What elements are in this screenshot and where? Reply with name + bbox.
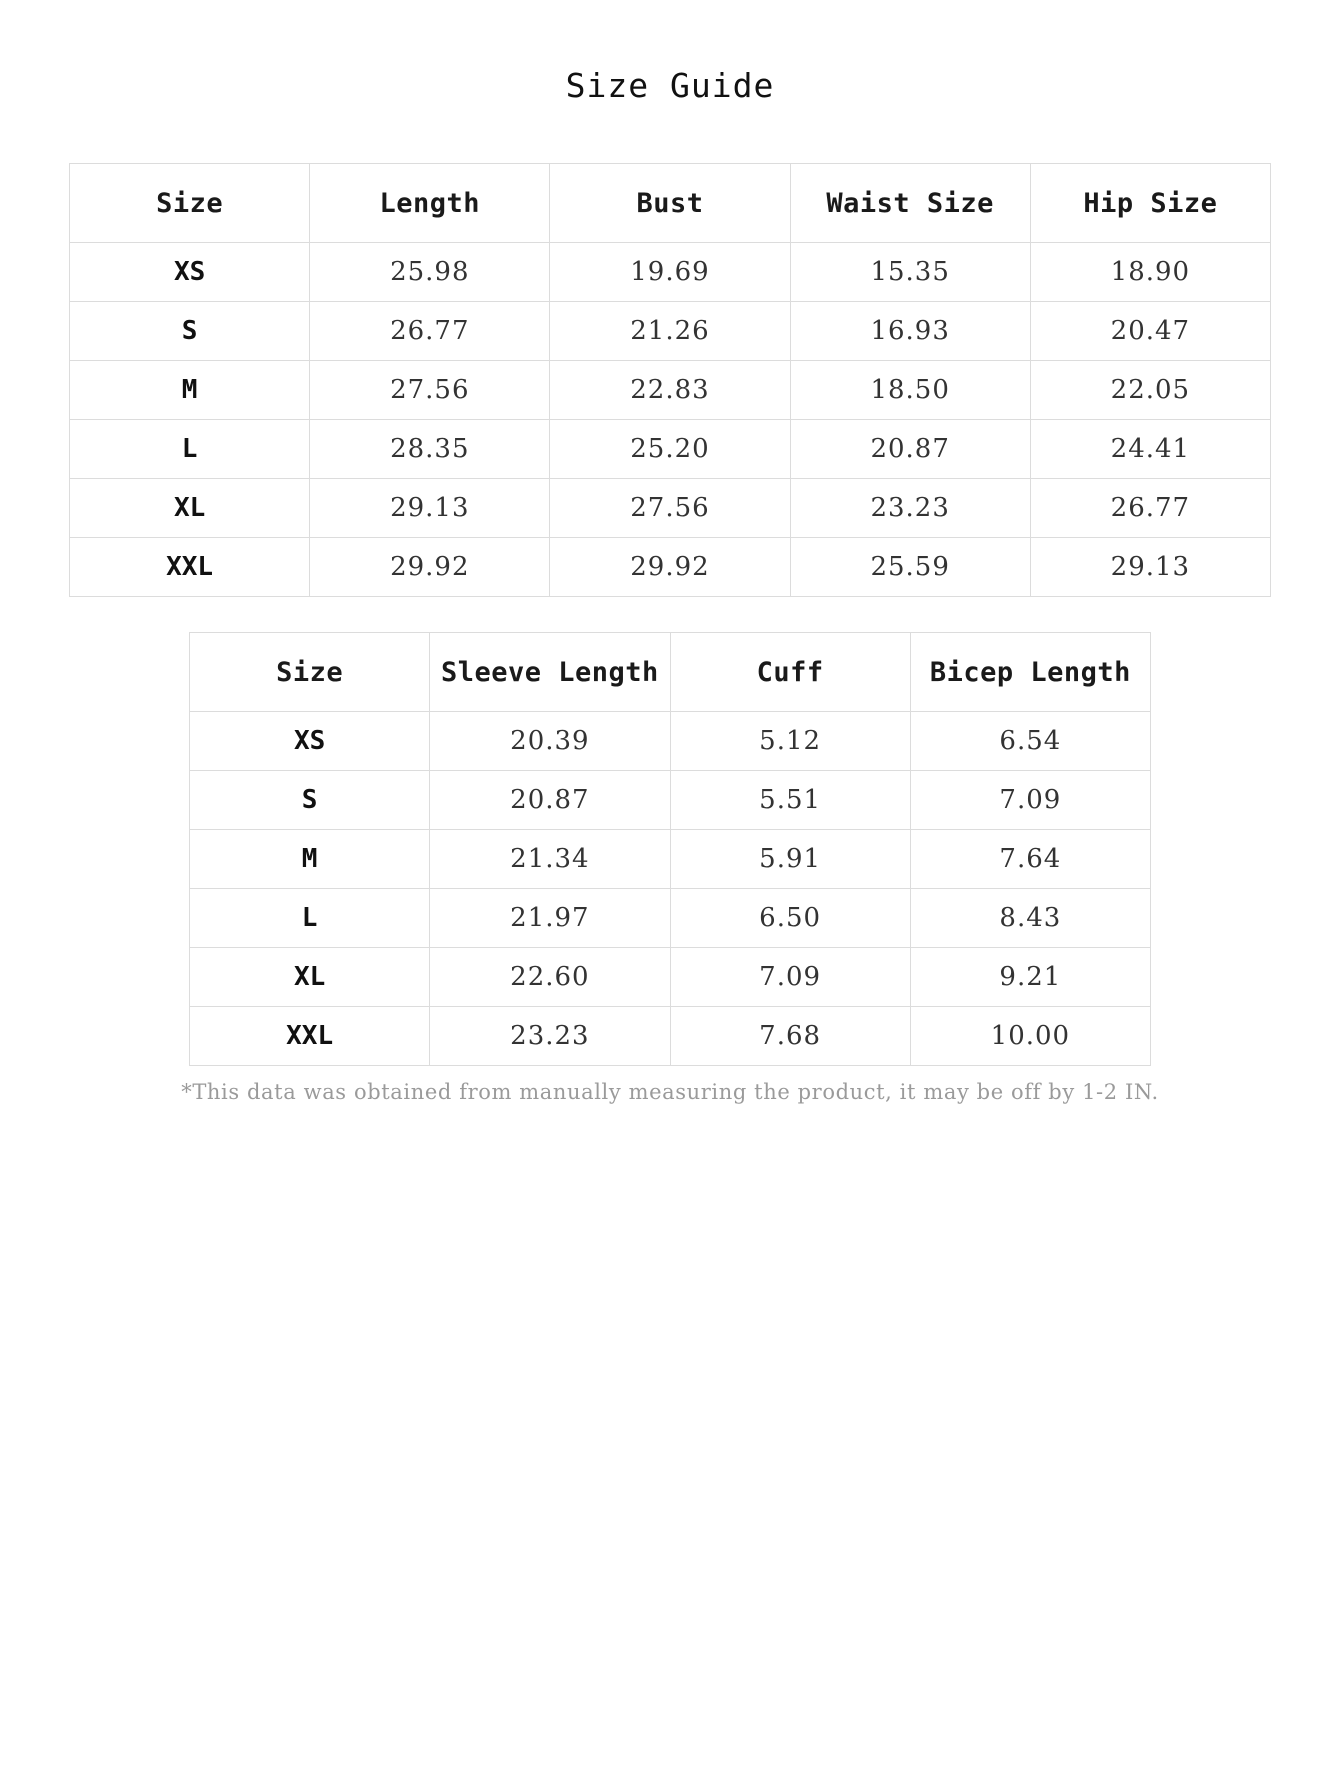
- table-row: [70, 243, 1271, 302]
- hip-cell: 29.13: [1030, 538, 1270, 597]
- column-header-length: Length: [310, 164, 550, 243]
- size-cell: M: [70, 361, 310, 420]
- column-header-sleeve-length: Sleeve Length: [430, 633, 670, 712]
- cuff-cell: 5.12: [670, 712, 910, 771]
- size-cell: XL: [70, 479, 310, 538]
- length-cell: 27.56: [310, 361, 550, 420]
- bicep-length-cell: 9.21: [910, 948, 1150, 1007]
- bicep-length-cell: 7.09: [910, 771, 1150, 830]
- cuff-cell: 5.51: [670, 771, 910, 830]
- waist-cell: 23.23: [790, 479, 1030, 538]
- bicep-length-cell: 7.64: [910, 830, 1150, 889]
- hip-cell: 22.05: [1030, 361, 1270, 420]
- waist-cell: 18.50: [790, 361, 1030, 420]
- bust-cell: 29.92: [550, 538, 790, 597]
- waist-cell: 20.87: [790, 420, 1030, 479]
- waist-cell: 16.93: [790, 302, 1030, 361]
- table-row: [70, 479, 1271, 538]
- table-header-row: [70, 164, 1271, 243]
- bicep-length-cell: 8.43: [910, 889, 1150, 948]
- table-row: [70, 302, 1271, 361]
- size-cell: XS: [190, 712, 430, 771]
- column-header-size: Size: [70, 164, 310, 243]
- bust-cell: 21.26: [550, 302, 790, 361]
- hip-cell: 20.47: [1030, 302, 1270, 361]
- size-cell: XL: [190, 948, 430, 1007]
- bust-cell: 22.83: [550, 361, 790, 420]
- column-header-hip-size: Hip Size: [1030, 164, 1270, 243]
- waist-cell: 15.35: [790, 243, 1030, 302]
- size-cell: L: [70, 420, 310, 479]
- bust-cell: 19.69: [550, 243, 790, 302]
- cuff-cell: 7.09: [670, 948, 910, 1007]
- bicep-length-cell: 10.00: [910, 1007, 1150, 1066]
- waist-cell: 25.59: [790, 538, 1030, 597]
- length-cell: 28.35: [310, 420, 550, 479]
- sleeve-length-cell: 21.34: [430, 830, 670, 889]
- table-row: [190, 771, 1151, 830]
- size-cell: S: [70, 302, 310, 361]
- table-row: [70, 538, 1271, 597]
- column-header-waist-size: Waist Size: [790, 164, 1030, 243]
- length-cell: 29.92: [310, 538, 550, 597]
- bust-cell: 25.20: [550, 420, 790, 479]
- bicep-length-cell: 6.54: [910, 712, 1150, 771]
- size-cell: S: [190, 771, 430, 830]
- length-cell: 29.13: [310, 479, 550, 538]
- sleeve-length-cell: 20.87: [430, 771, 670, 830]
- table-row: [190, 1007, 1151, 1066]
- table-row: [70, 361, 1271, 420]
- length-cell: 26.77: [310, 302, 550, 361]
- hip-cell: 18.90: [1030, 243, 1270, 302]
- size-cell: L: [190, 889, 430, 948]
- cuff-cell: 5.91: [670, 830, 910, 889]
- table-row: [190, 830, 1151, 889]
- measurement-disclaimer: *This data was obtained from manually measuring the product, it may be off by 1-2 IN.: [181, 1080, 1159, 1104]
- size-cell: XXL: [190, 1007, 430, 1066]
- cuff-cell: 6.50: [670, 889, 910, 948]
- table-row: [190, 889, 1151, 948]
- body-measurements-table: [69, 163, 1271, 597]
- sleeve-length-cell: 22.60: [430, 948, 670, 1007]
- bust-cell: 27.56: [550, 479, 790, 538]
- size-cell: M: [190, 830, 430, 889]
- sleeve-length-cell: 23.23: [430, 1007, 670, 1066]
- size-cell: XS: [70, 243, 310, 302]
- page-title: Size Guide: [565, 66, 775, 105]
- sleeve-length-cell: 21.97: [430, 889, 670, 948]
- cuff-cell: 7.68: [670, 1007, 910, 1066]
- table-row: [190, 712, 1151, 771]
- column-header-bust: Bust: [550, 164, 790, 243]
- hip-cell: 26.77: [1030, 479, 1270, 538]
- column-header-size: Size: [190, 633, 430, 712]
- length-cell: 25.98: [310, 243, 550, 302]
- table-row: [190, 948, 1151, 1007]
- table-header-row: [190, 633, 1151, 712]
- hip-cell: 24.41: [1030, 420, 1270, 479]
- column-header-bicep-length: Bicep Length: [910, 633, 1150, 712]
- sleeve-length-cell: 20.39: [430, 712, 670, 771]
- size-cell: XXL: [70, 538, 310, 597]
- table-row: [70, 420, 1271, 479]
- sleeve-measurements-table: [189, 632, 1151, 1066]
- column-header-cuff: Cuff: [670, 633, 910, 712]
